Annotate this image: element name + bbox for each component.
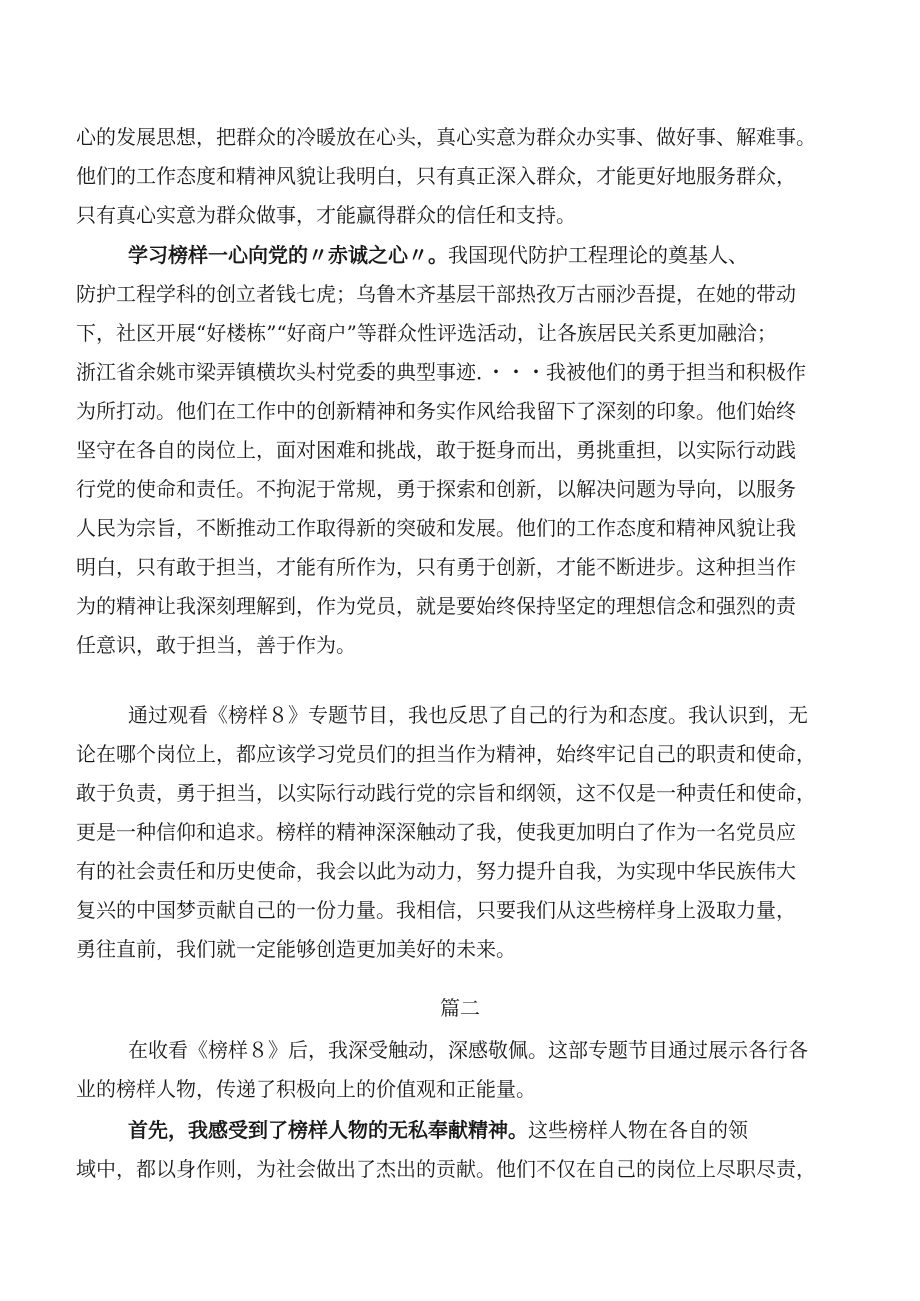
text-line: 通过观看《榜样８》专题节目，我也反思了自己的行为和态度。我认识到，无: [128, 703, 808, 727]
text-line: 论在哪个岗位上，都应该学习党员们的担当作为精神，始终牢记自己的职责和使命，: [76, 742, 816, 766]
text-line: 明白，只有敢于担当，才能有所作为，只有勇于创新，才能不断进步。这种担当作: [76, 555, 796, 579]
text-line: 更是一种信仰和追求。榜样的精神深深触动了我，使我更加明白了作为一名党员应: [76, 820, 796, 844]
text-line: 勇往直前，我们就一定能够创造更加美好的未来。: [76, 937, 516, 961]
text-line: 下，社区开展“好楼栋”“好商户”等群众性评选活动，让各族居民关系更加融洽；: [76, 321, 777, 345]
paragraph-lead: 首先，我感受到了榜样人物的无私奉献精神。: [128, 1118, 528, 1142]
text-line: 人民为宗旨，不断推动工作取得新的突破和发展。他们的工作态度和精神风貌让我: [76, 516, 796, 540]
paragraph-heading-line: [128, 240, 918, 270]
text-line: 浙江省余姚市梁弄镇横坎头村党委的典型事迹．・・・我被他们的勇于担当和积极作: [76, 360, 806, 384]
paragraph-lead: 学习榜样一心向党的〃赤诚之心〃。: [128, 243, 448, 267]
text-line: 坚守在各自的岗位上，面对困难和挑战，敢于挺身而出，勇挑重担，以实际行动践: [76, 438, 796, 462]
text-line: 任意识，敢于担当，善于作为。: [76, 633, 356, 657]
text-line: 防护工程学科的创立者钱七虎；乌鲁木齐基层干部热孜万古丽沙吾提，在她的带动: [76, 282, 796, 306]
text-line: 敢于负责，勇于担当，以实际行动践行党的宗旨和纲领，这不仅是一种责任和使命，: [76, 781, 816, 805]
text-line: 业的榜样人物，传递了积极向上的价值观和正能量。: [76, 1077, 536, 1101]
text-line: 行党的使命和责任。不拘泥于常规，勇于探索和创新，以解决问题为导向，以服务: [76, 477, 796, 501]
section-title: 篇二: [440, 996, 480, 1020]
text-line: 我国现代防护工程理论的奠基人、: [448, 243, 748, 267]
paragraph-heading-line: [128, 1115, 918, 1145]
text-line: 只有真心实意为群众做事，才能赢得群众的信任和支持。: [76, 203, 576, 227]
text-line: 有的社会责任和历史使命，我会以此为动力，努力提升自我，为实现中华民族伟大: [76, 859, 796, 883]
text-line: 为所打动。他们在工作中的创新精神和务实作风给我留下了深刻的印象。他们始终: [76, 399, 796, 423]
text-line: 复兴的中国梦贡献自己的一份力量。我相信，只要我们从这些榜样身上汲取力量，: [76, 898, 796, 922]
text-line: 为的精神让我深刻理解到，作为党员，就是要始终保持坚定的理想信念和强烈的责: [76, 594, 796, 618]
text-line: 域中，都以身作则，为社会做出了杰出的贡献。他们不仅在自己的岗位上尽职尽责，: [76, 1157, 816, 1181]
text-line: 这些榜样人物在各自的领: [528, 1118, 748, 1142]
text-line: 在收看《榜样８》后，我深受触动，深感敬佩。这部专题节目通过展示各行各: [128, 1038, 808, 1062]
text-line: 他们的工作态度和精神风貌让我明白，只有真正深入群众，才能更好地服务群众，: [76, 164, 796, 188]
text-line: 心的发展思想，把群众的冷暖放在心头，真心实意为群众办实事、做好事、解难事。: [76, 125, 816, 149]
